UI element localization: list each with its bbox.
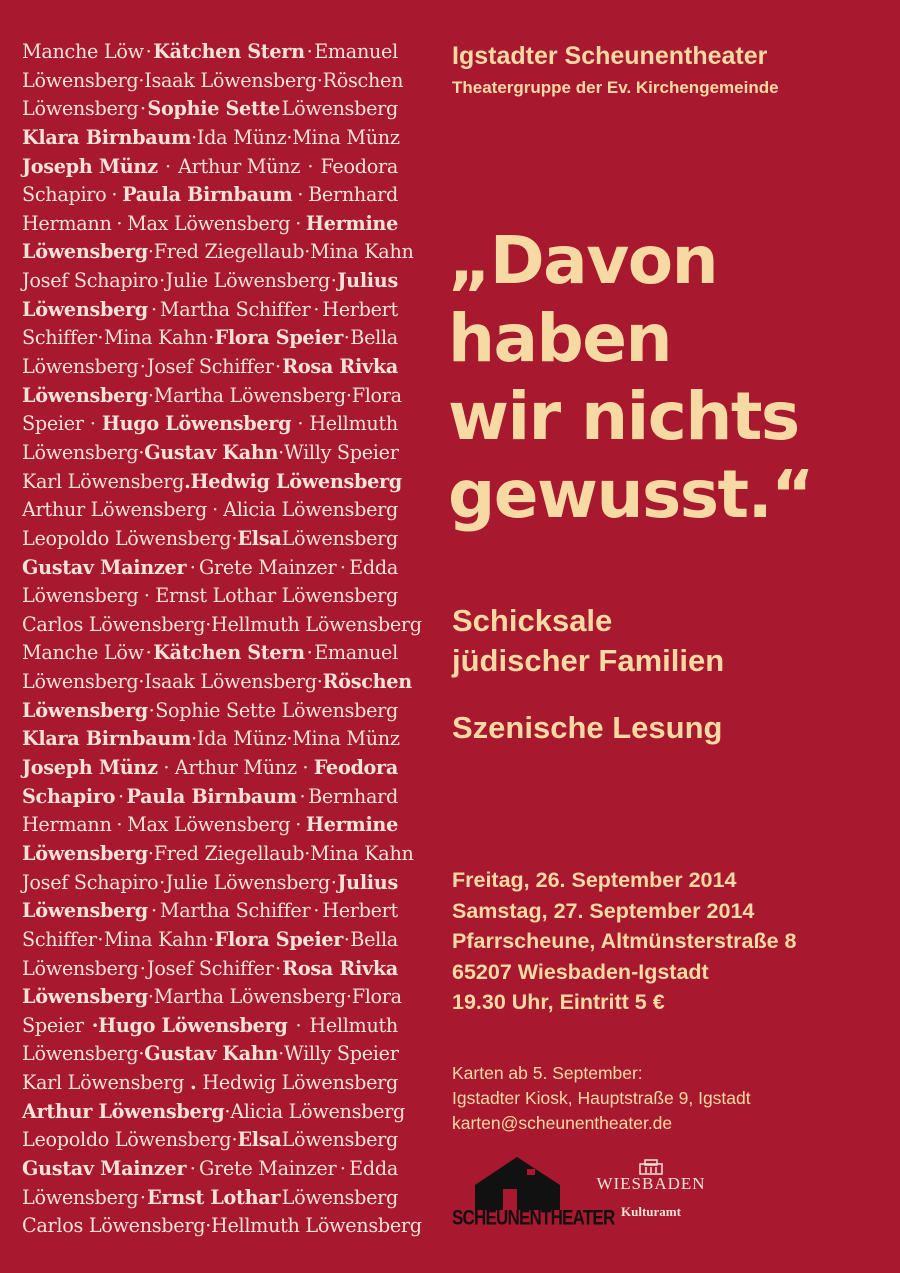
- event-details: [452, 865, 797, 1018]
- name-line: [22, 67, 404, 96]
- name-text: Edda: [349, 555, 398, 579]
- name-text: Josef Schiffer: [147, 355, 274, 379]
- org-title: Igstadter Scheunentheater: [452, 42, 768, 70]
- name-text: Hellmuth: [309, 412, 398, 436]
- name-text: Klara Birnbaum: [22, 727, 192, 751]
- name-separator: ·: [345, 383, 352, 407]
- name-text: Sophie Sette: [147, 97, 281, 121]
- name-separator: ·: [313, 297, 320, 321]
- name-separator: ·: [138, 440, 145, 464]
- name-text: Karl Löwensberg: [22, 469, 185, 493]
- name-separator: ·: [159, 269, 165, 293]
- name-separator: ·: [306, 641, 313, 665]
- name-separator: ·: [306, 40, 313, 63]
- name-separator: ·: [304, 240, 311, 264]
- name-line: [22, 1012, 398, 1041]
- name-text: Fred Ziegellaub: [153, 841, 305, 865]
- name-line: [22, 1069, 398, 1098]
- name-text: Bella: [350, 927, 398, 951]
- name-separator: ·: [316, 68, 323, 92]
- name-separator: ·: [147, 383, 154, 407]
- name-text: Mina Kahn: [310, 240, 414, 264]
- name-line: [22, 869, 398, 898]
- event-venue: Pfarrscheune, Altmünsterstraße 8: [452, 929, 797, 953]
- name-separator: ·: [139, 355, 146, 379]
- name-text: Josef Schiffer: [147, 956, 274, 980]
- name-line: [22, 811, 398, 840]
- name-text: Löwensberg: [281, 526, 398, 550]
- name-text: Mina Kahn: [310, 841, 414, 865]
- name-separator: ·: [117, 784, 124, 808]
- name-text: Röschen: [322, 670, 412, 694]
- name-text: Emanuel: [314, 40, 398, 63]
- name-text: Ida Münz: [196, 125, 287, 149]
- ticket-line: Karten ab 5. September:: [452, 1063, 643, 1083]
- name-text: Hermine: [305, 813, 398, 837]
- name-line: [22, 1155, 398, 1184]
- name-text: Löwensberg: [22, 355, 139, 379]
- name-text: Flora: [351, 985, 402, 1009]
- event-date-1: Freitag, 26. September 2014: [452, 868, 737, 892]
- name-line: [22, 725, 398, 754]
- name-separator: ·: [297, 412, 304, 436]
- name-separator: ·: [212, 498, 218, 522]
- name-text: Gustav Kahn: [144, 440, 279, 464]
- name-text: Manche Löw: [22, 641, 144, 665]
- name-separator: ·: [191, 727, 197, 751]
- name-line: [22, 1184, 398, 1213]
- name-text: Arthur Löwensberg: [22, 1099, 225, 1123]
- ticket-line: Igstadter Kiosk, Hauptstraße 9, Igstadt: [452, 1088, 751, 1108]
- name-text: Gustav Mainzer: [22, 555, 187, 579]
- name-text: Mina Münz: [292, 727, 400, 751]
- name-text: Martha Schiffer: [159, 899, 311, 923]
- headline-line: haben: [448, 300, 672, 377]
- headline-line: „Davon: [448, 222, 718, 299]
- name-separator: ·: [339, 555, 346, 579]
- name-text: Löwensberg: [22, 1042, 139, 1066]
- name-text: Josef Schapiro: [22, 269, 159, 293]
- name-text: Bella: [350, 326, 398, 350]
- name-line: [22, 525, 398, 554]
- name-text: Ida Münz: [196, 727, 287, 751]
- name-text: Grete Mainzer: [199, 1156, 337, 1180]
- name-text: Speier: [22, 1013, 84, 1037]
- name-line: [22, 267, 398, 296]
- name-text: Mina Kahn: [103, 927, 208, 951]
- name-text: Hermine: [305, 211, 398, 235]
- event-city: 65207 Wiesbaden-Igstadt: [452, 959, 709, 984]
- name-line: [22, 496, 398, 525]
- name-separator: ·: [138, 670, 145, 694]
- name-line: [22, 1098, 406, 1127]
- name-line: [22, 238, 414, 267]
- name-line: [22, 611, 422, 640]
- name-text: Ernst Lothar: [147, 1185, 281, 1209]
- name-text: Klara Birnbaum: [22, 125, 192, 149]
- name-text: Schapiro: [22, 183, 107, 207]
- name-line: [22, 897, 398, 926]
- name-text: Carlos Löwensberg: [22, 612, 206, 636]
- name-text: Schiffer: [22, 927, 97, 951]
- name-text: Schapiro: [22, 784, 116, 808]
- name-text: Löwensberg: [22, 670, 139, 694]
- name-separator: ·: [274, 355, 281, 379]
- name-separator: ·: [116, 211, 123, 235]
- ticket-email[interactable]: karten@scheunentheater.de: [452, 1113, 673, 1133]
- subtitle-line: jüdischer Familien: [452, 643, 725, 678]
- name-text: Julius: [337, 870, 398, 894]
- name-separator: ·: [286, 125, 293, 149]
- name-separator: ·: [231, 526, 238, 550]
- name-text: Carlos Löwensberg: [22, 1214, 206, 1238]
- name-text: Hugo Löwensberg: [101, 412, 292, 436]
- name-text: Mina Kahn: [103, 326, 208, 350]
- name-text: Löwensberg: [22, 297, 148, 321]
- name-text: Max Löwensberg: [127, 211, 291, 235]
- name-separator: ·: [205, 1214, 212, 1238]
- name-separator: ·: [313, 899, 320, 923]
- name-text: Löwensberg: [22, 841, 148, 865]
- name-line: [22, 926, 398, 955]
- name-text: Joseph Münz: [22, 154, 158, 178]
- name-text: Isaak Löwensberg: [144, 670, 317, 694]
- name-line: [22, 554, 398, 583]
- name-text: Karl Löwensberg: [22, 1071, 185, 1095]
- name-text: Röschen: [322, 68, 404, 92]
- name-separator: ·: [330, 870, 337, 894]
- name-text: Herbert: [322, 899, 398, 923]
- name-separator: ·: [148, 698, 155, 722]
- name-text: Kätchen Stern: [153, 641, 305, 665]
- name-separator: ·: [307, 154, 314, 178]
- name-line: [22, 153, 398, 182]
- name-separator: ·: [89, 412, 96, 436]
- name-line: [22, 639, 398, 668]
- name-text: Löwensberg: [22, 584, 139, 608]
- ticket-info: [452, 1061, 751, 1136]
- name-text: Isaak Löwensberg: [144, 68, 317, 92]
- name-line: [22, 410, 398, 439]
- name-text: Leopoldo Löwensberg: [22, 526, 232, 550]
- name-line: [22, 783, 398, 812]
- subtitle-reading: Szenische Lesung: [452, 710, 723, 745]
- name-separator: ·: [304, 841, 311, 865]
- names-list: [22, 38, 422, 1241]
- subtitle-line: Schicksale: [452, 603, 613, 638]
- name-line: [22, 439, 398, 468]
- name-text: Hellmuth Löwensberg: [211, 612, 422, 636]
- name-text: Löwensberg: [22, 899, 148, 923]
- headline-line: gewusst.“: [448, 456, 814, 533]
- name-separator: ·: [205, 612, 212, 636]
- name-text: Elsa: [237, 526, 282, 550]
- name-separator: ·: [208, 927, 214, 951]
- name-separator: ·: [339, 1156, 346, 1180]
- name-separator: ·: [116, 813, 123, 837]
- name-text: Arthur Löwensberg: [22, 498, 207, 522]
- name-line: [22, 1212, 422, 1241]
- name-separator: ·: [97, 326, 104, 350]
- name-separator: ·: [189, 1156, 196, 1180]
- wiesbaden-logo: [596, 1158, 706, 1238]
- name-text: Hedwig Löwensberg: [190, 469, 402, 493]
- event-time-price: 19.30 Uhr, Eintritt 5 €: [452, 990, 665, 1014]
- name-separator: ·: [345, 985, 352, 1009]
- name-line: [22, 1126, 398, 1155]
- name-separator: ·: [295, 813, 301, 837]
- name-line: [22, 95, 398, 124]
- name-separator: ·: [343, 927, 350, 951]
- name-text: Arthur Münz: [174, 756, 297, 780]
- name-text: Joseph Münz: [22, 756, 158, 780]
- name-text: Flora Speier: [214, 326, 344, 350]
- name-text: Löwensberg: [22, 1185, 139, 1209]
- name-separator: ·: [274, 956, 281, 980]
- name-separator: ·: [343, 326, 350, 350]
- name-text: Hellmuth Löwensberg: [211, 1214, 422, 1238]
- name-line: [22, 697, 398, 726]
- name-text: Löwensberg: [22, 956, 139, 980]
- name-text: Löwensberg: [281, 1128, 398, 1152]
- name-separator: ·: [299, 784, 306, 808]
- name-text: Feodora: [313, 756, 398, 780]
- name-line: [22, 296, 398, 325]
- name-separator: ·: [316, 670, 323, 694]
- name-text: Herbert: [322, 297, 398, 321]
- name-text: Löwensberg: [22, 97, 139, 121]
- name-separator: ·: [208, 326, 214, 350]
- name-text: Fred Ziegellaub: [153, 240, 305, 264]
- subtitle: [452, 601, 724, 681]
- name-separator: .: [190, 1071, 197, 1095]
- name-text: Löwensberg: [22, 698, 148, 722]
- name-text: Arthur Münz: [178, 154, 301, 178]
- name-text: Feodora: [320, 154, 398, 178]
- name-line: [22, 124, 398, 153]
- name-text: Julie Löwensberg: [165, 269, 331, 293]
- name-separator: ·: [231, 1128, 238, 1152]
- name-line: [22, 668, 412, 697]
- name-separator: ·: [139, 97, 146, 121]
- name-text: Julius: [337, 269, 398, 293]
- name-text: Martha Schiffer: [159, 297, 311, 321]
- name-separator: ·: [286, 727, 293, 751]
- name-text: Hellmuth: [309, 1013, 398, 1037]
- name-text: Löwensberg: [281, 1185, 398, 1209]
- name-text: Löwensberg: [22, 240, 148, 264]
- name-text: Emanuel: [314, 641, 398, 665]
- name-text: Schiffer: [22, 326, 97, 350]
- name-separator: ·: [143, 584, 150, 608]
- name-separator: ·: [139, 1185, 146, 1209]
- name-separator: ·: [150, 899, 157, 923]
- headline: [448, 222, 813, 534]
- name-text: Sophie Sette Löwensberg: [155, 698, 398, 722]
- name-text: Max Löwensberg: [127, 813, 291, 837]
- name-separator: ·: [278, 1042, 284, 1066]
- name-text: Hermann: [22, 211, 112, 235]
- name-text: Josef Schapiro: [22, 870, 159, 894]
- name-text: Alicia Löwensberg: [230, 1099, 406, 1123]
- name-separator: ·: [138, 1042, 145, 1066]
- name-text: Hermann: [22, 813, 112, 837]
- name-separator: ·: [297, 183, 304, 207]
- name-text: Rosa Rivka: [282, 355, 398, 379]
- org-subtitle: Theatergruppe der Ev. Kirchengemeinde: [452, 78, 779, 97]
- name-text: Hedwig Löwensberg: [202, 1071, 398, 1095]
- name-line: [22, 181, 398, 210]
- name-line: [22, 324, 398, 353]
- name-text: Flora Speier: [214, 927, 344, 951]
- name-separator: ·: [145, 641, 152, 665]
- wiesbaden-logo-name: WIESBADEN: [596, 1174, 706, 1193]
- name-separator: ·: [147, 240, 154, 264]
- name-text: Grete Mainzer: [199, 555, 337, 579]
- name-line: [22, 468, 402, 497]
- name-separator: ·: [150, 297, 157, 321]
- name-text: Speier: [22, 412, 84, 436]
- name-text: Löwensberg: [22, 68, 139, 92]
- name-separator: ·: [295, 1013, 302, 1037]
- name-line: [22, 353, 398, 382]
- name-separator: ·: [111, 183, 118, 207]
- name-text: Rosa Rivka: [282, 956, 398, 980]
- name-text: Kätchen Stern: [153, 40, 305, 63]
- name-line: [22, 582, 398, 611]
- name-line: [22, 38, 398, 67]
- name-text: Willy Speier: [283, 1042, 399, 1066]
- name-text: Julie Löwensberg: [165, 870, 331, 894]
- name-text: Paula Birnbaum: [126, 784, 297, 808]
- name-text: Alicia Löwensberg: [223, 498, 398, 522]
- name-text: Löwensberg: [22, 985, 148, 1009]
- name-separator: ·: [147, 985, 154, 1009]
- name-line: [22, 983, 402, 1012]
- name-separator: ·: [97, 927, 104, 951]
- name-text: Edda: [349, 1156, 398, 1180]
- scheunentheater-logo-text: SCHEUNENTHEATER: [452, 1205, 615, 1230]
- name-line: [22, 382, 402, 411]
- name-separator: ·: [163, 756, 170, 780]
- name-separator: ·: [159, 870, 165, 894]
- event-date-2: Samstag, 27. September 2014: [452, 898, 755, 923]
- name-separator: ·: [302, 756, 309, 780]
- wiesbaden-logo-dept: Kulturamt: [621, 1204, 681, 1219]
- name-text: Löwensberg: [281, 97, 398, 121]
- name-separator: ·: [224, 1099, 231, 1123]
- name-text: Bernhard: [308, 784, 398, 808]
- name-line: [22, 840, 414, 869]
- name-separator: ·: [139, 956, 146, 980]
- name-text: Gustav Kahn: [144, 1042, 279, 1066]
- name-separator: ·: [330, 269, 337, 293]
- name-text: Elsa: [237, 1128, 282, 1152]
- name-separator: ·: [138, 68, 145, 92]
- name-text: Leopoldo Löwensberg: [22, 1128, 232, 1152]
- name-text: Willy Speier: [283, 440, 399, 464]
- name-separator: ·: [145, 40, 152, 63]
- name-line: [22, 210, 398, 239]
- name-text: Löwensberg: [22, 383, 148, 407]
- name-separator: .: [184, 469, 191, 493]
- name-line: [22, 955, 398, 984]
- name-separator: ·: [191, 125, 197, 149]
- headline-line: wir nichts: [448, 378, 799, 455]
- name-text: ·Hugo Löwensberg: [91, 1013, 288, 1037]
- name-text: Martha Löwensberg: [153, 383, 346, 407]
- name-separator: ·: [164, 154, 171, 178]
- name-line: [22, 1040, 398, 1069]
- name-text: Mina Münz: [292, 125, 400, 149]
- name-separator: ·: [278, 440, 284, 464]
- name-line: [22, 754, 398, 783]
- name-text: Ernst Lothar Löwensberg: [155, 584, 398, 608]
- name-separator: ·: [189, 555, 196, 579]
- name-text: Bernhard: [308, 183, 398, 207]
- name-text: Martha Löwensberg: [153, 985, 346, 1009]
- name-separator: ·: [295, 211, 301, 235]
- name-text: Manche Löw: [22, 40, 144, 63]
- name-separator: ·: [147, 841, 154, 865]
- name-text: Paula Birnbaum: [122, 183, 293, 207]
- name-text: Flora: [351, 383, 402, 407]
- name-text: Löwensberg: [22, 440, 139, 464]
- name-text: Gustav Mainzer: [22, 1156, 187, 1180]
